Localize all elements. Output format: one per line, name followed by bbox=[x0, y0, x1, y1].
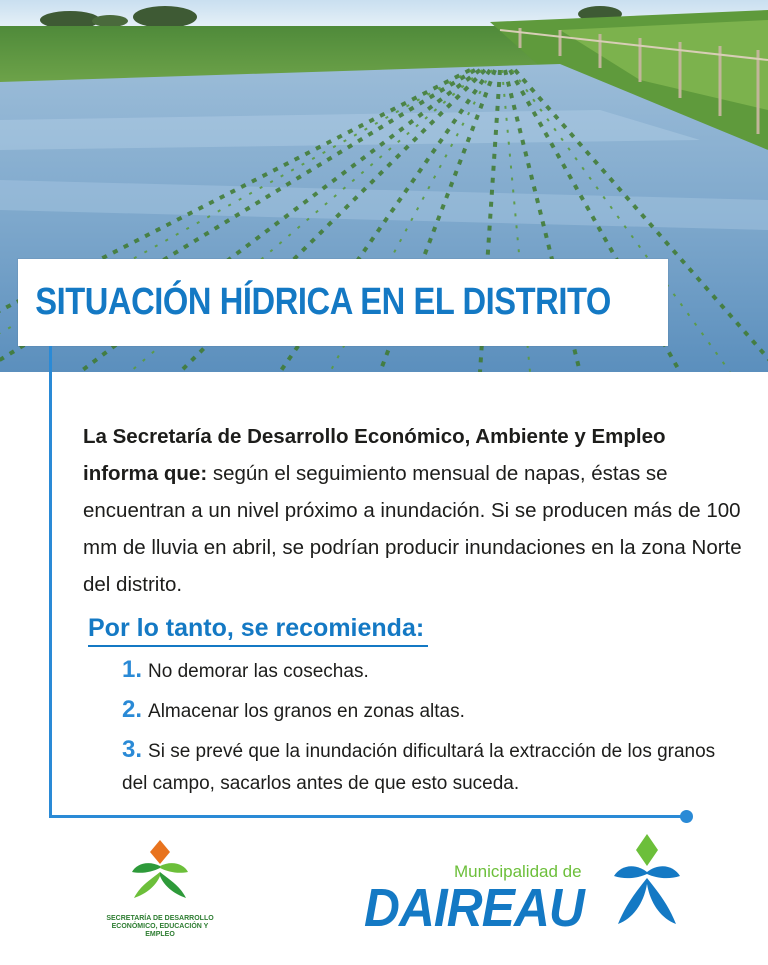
recommendation-item bbox=[122, 694, 722, 728]
intro-body: según el seguimiento mensual de napas, éstas se encuentran a un nivel próximo a inundación. Si se producen más de 100 mm de lluvia en abril, se podrían producir inundaciones en la zona Norte del distrito. bbox=[83, 461, 742, 596]
municipalidad-emblem-icon bbox=[612, 832, 682, 932]
recommendation-text: No demorar las cosechas. bbox=[148, 661, 369, 682]
recommendation-number: 3. bbox=[122, 736, 143, 763]
frame-left-line bbox=[49, 346, 52, 818]
recommendation-number: 1. bbox=[122, 656, 143, 683]
municipalidad-name: DAIREAU bbox=[364, 878, 584, 938]
secretaria-logo bbox=[106, 838, 214, 938]
intro-paragraph bbox=[83, 418, 743, 603]
recommendation-item bbox=[122, 734, 722, 800]
frame-end-dot bbox=[680, 810, 693, 823]
recommendation-number: 2. bbox=[122, 696, 143, 723]
recommendations-list bbox=[122, 654, 722, 800]
municipalidad-label: Municipalidad de bbox=[454, 862, 582, 881]
municipalidad-logo bbox=[362, 832, 682, 938]
frame-bottom-line bbox=[49, 815, 685, 818]
recommendation-text: Si se prevé que la inundación dificultará la extracción de los granos del campo, sacarlos antes de que esto suceda. bbox=[122, 741, 716, 794]
recommendation-text: Almacenar los granos en zonas altas. bbox=[148, 701, 465, 722]
intro-bold-lead: La Secretaría de Desarrollo Económico, Ambiente y Empleo informa que: bbox=[83, 424, 666, 485]
title-banner bbox=[18, 259, 668, 346]
secretaria-leaf-icon bbox=[130, 838, 190, 910]
secretaria-logo-text: SECRETARÍA DE DESARROLLO ECONÓMICO, EDUCACIÓN Y EMPLEO bbox=[106, 915, 214, 938]
recommendations-heading: Por lo tanto, se recomienda: bbox=[88, 614, 428, 647]
recommendation-item bbox=[122, 654, 722, 688]
page-title: SITUACIÓN HÍDRICA EN EL DISTRITO bbox=[35, 281, 611, 323]
